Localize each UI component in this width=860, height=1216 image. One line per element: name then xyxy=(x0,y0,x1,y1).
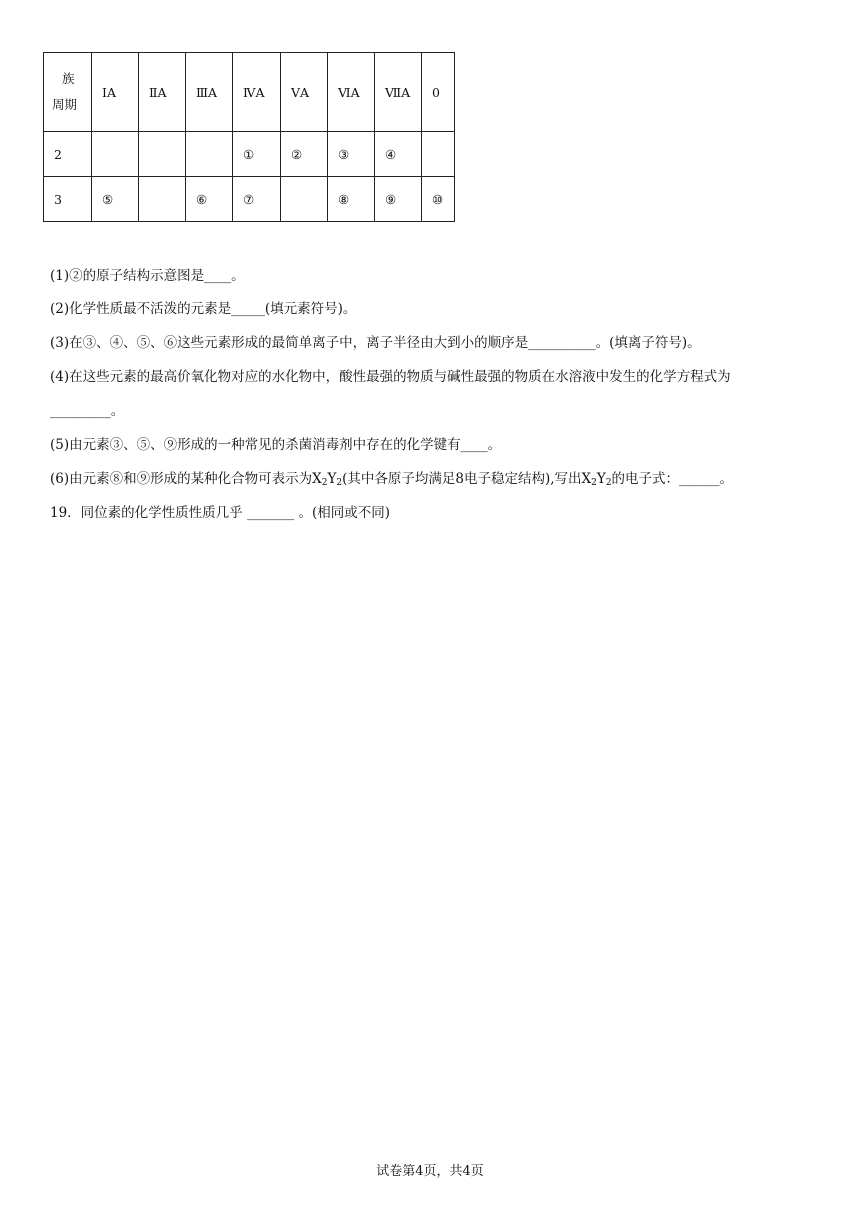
element-cell: ⑧ xyxy=(328,177,375,222)
element-cell xyxy=(186,132,233,177)
element-cell xyxy=(281,177,328,222)
question-2: (2)化学性质最不活泼的元素是_____(填元素符号)。 xyxy=(50,301,357,317)
table-header-row xyxy=(44,53,455,132)
group-header: ⅥA xyxy=(328,53,375,132)
question-5: (5)由元素③、⑤、⑨形成的一种常见的杀菌消毒剂中存在的化学键有____。 xyxy=(50,437,502,453)
element-cell: ⑨ xyxy=(375,177,422,222)
element-cell xyxy=(92,132,139,177)
element-cell: ④ xyxy=(375,132,422,177)
element-cell: ⑥ xyxy=(186,177,233,222)
q6-subscript: 2 xyxy=(336,478,343,488)
q6-subscript: 2 xyxy=(591,478,597,488)
element-cell: ⑦ xyxy=(233,177,281,222)
element-cell: ② xyxy=(281,132,328,177)
element-cell: ① xyxy=(233,132,281,177)
element-cell: ③ xyxy=(328,132,375,177)
question-19: 19．同位素的化学性质性质几乎 _______ 。(相同或不同) xyxy=(50,505,391,521)
group-header: ⅡA xyxy=(139,53,186,132)
corner-cell xyxy=(44,53,92,132)
corner-period-label: 周期 xyxy=(52,97,78,112)
q6-subscript: 2 xyxy=(321,478,328,488)
group-header: ⅦA xyxy=(375,53,422,132)
question-4-answer-line: _________。 xyxy=(50,403,125,419)
q6-subscript: 2 xyxy=(605,478,612,488)
element-cell: ⑩ xyxy=(422,177,455,222)
question-6 xyxy=(50,469,733,493)
question-1: (1)②的原子结构示意图是____。 xyxy=(50,268,245,284)
periodic-table xyxy=(43,52,455,222)
group-header: 0 xyxy=(422,53,455,132)
q6-text-b: Y xyxy=(327,471,337,487)
group-header: ⅣA xyxy=(233,53,281,132)
element-cell xyxy=(422,132,455,177)
q6-text-c: (其中各原子均满足8电子稳定结构),写出X xyxy=(342,471,592,487)
period-cell: 3 xyxy=(44,177,92,222)
question-3: (3)在③、④、⑤、⑥这些元素形成的最简单离子中，离子半径由大到小的顺序是__________。(填离子符号)。 xyxy=(50,335,701,351)
period-cell: 2 xyxy=(44,132,92,177)
corner-group-label: 族 xyxy=(62,71,75,86)
q6-text-a: (6)由元素⑧和⑨形成的某种化合物可表示为X xyxy=(50,471,322,487)
table-row xyxy=(44,177,455,222)
element-cell: ⑤ xyxy=(92,177,139,222)
q6-text-e: 的电子式：______。 xyxy=(611,471,734,487)
group-header: ⅠA xyxy=(92,53,139,132)
element-cell xyxy=(139,132,186,177)
question-4: (4)在这些元素的最高价氧化物对应的水化物中，酸性最强的物质与碱性最强的物质在水溶液中发生的化学方程式为 xyxy=(50,369,731,385)
element-cell xyxy=(139,177,186,222)
q6-text-d: Y xyxy=(596,471,606,487)
group-header: ⅤA xyxy=(281,53,328,132)
page-footer: 试卷第4页，共4页 xyxy=(376,1164,484,1179)
table-row xyxy=(44,132,455,177)
group-header: ⅢA xyxy=(186,53,233,132)
